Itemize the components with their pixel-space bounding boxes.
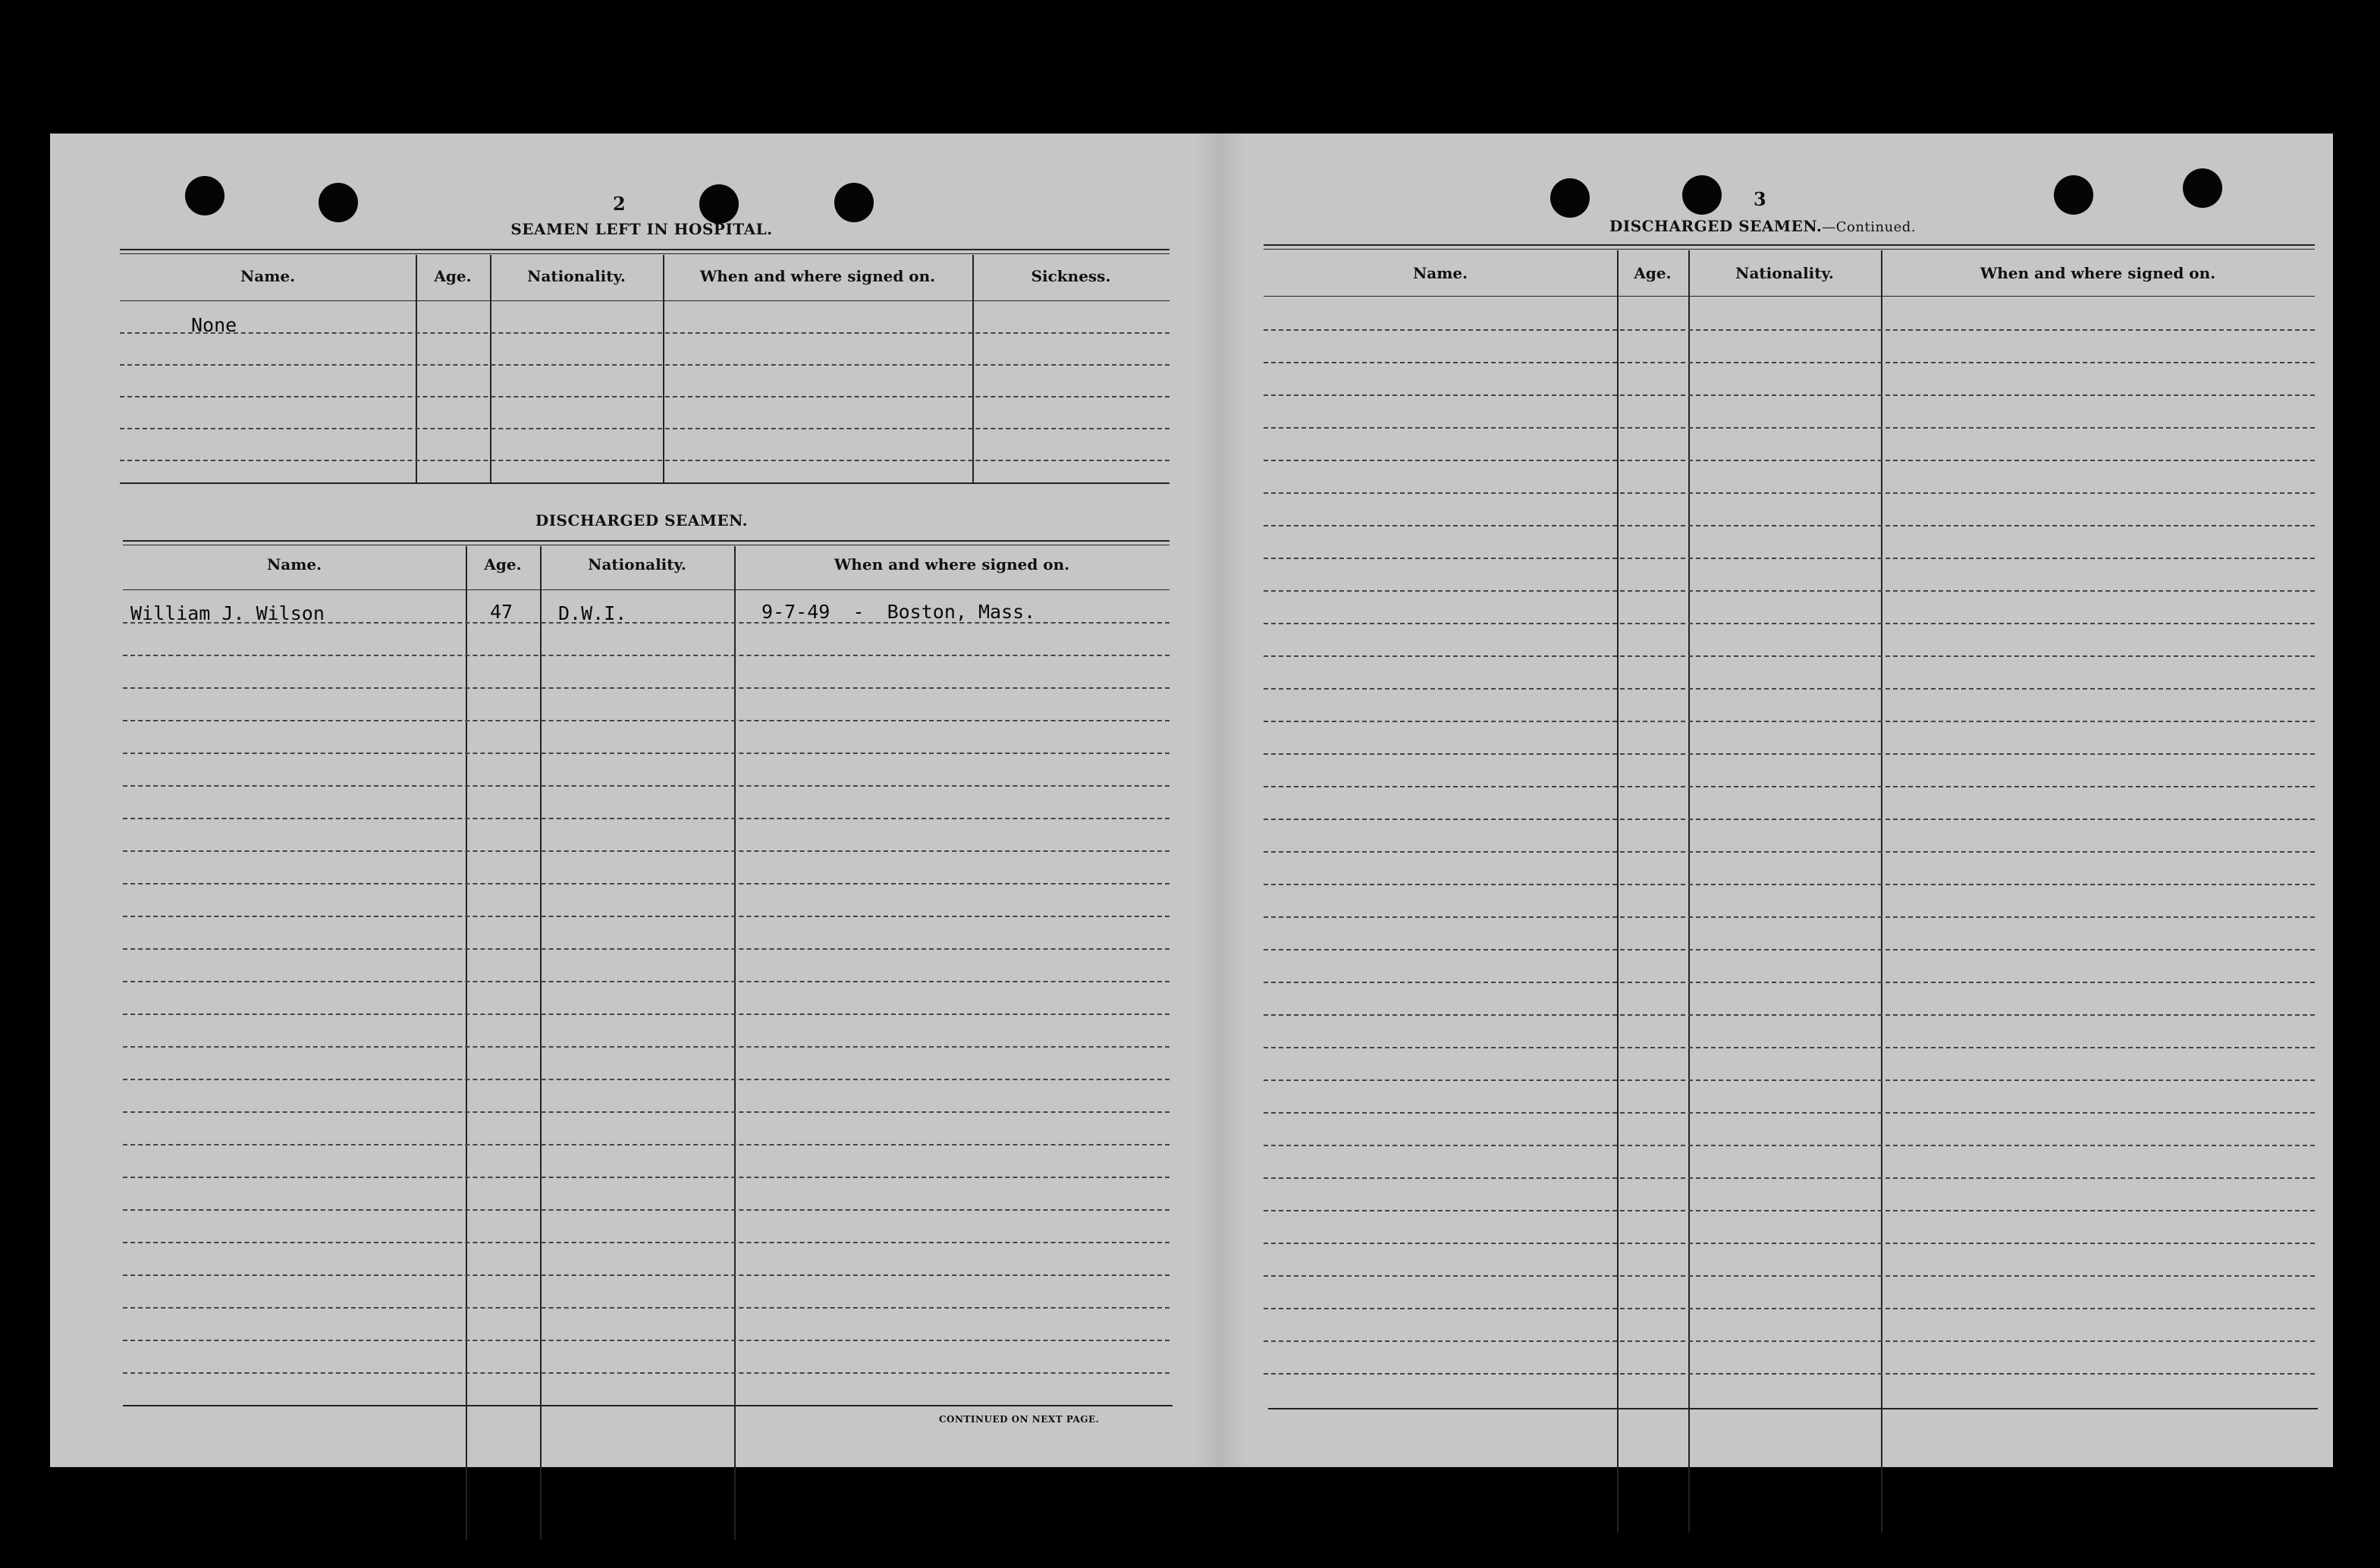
- hospital-entry-none: None: [191, 314, 237, 336]
- row-line: [123, 622, 1170, 624]
- row-line: [1264, 558, 2315, 559]
- row-line: [1264, 1014, 2315, 1016]
- seaman-signed-on: 9-7-49 - Boston, Mass.: [761, 601, 1036, 623]
- hospital-col-divider: [663, 255, 664, 482]
- row-line: [1264, 1047, 2315, 1048]
- row-line: [1264, 851, 2315, 853]
- punch-hole: [699, 184, 739, 224]
- row-line: [1264, 590, 2315, 592]
- row-line: [123, 981, 1170, 982]
- row-line: [1264, 1373, 2315, 1375]
- discharged-top-rule: [123, 540, 1170, 542]
- row-line: [123, 1242, 1170, 1243]
- discharged-bottom-rule: [123, 1405, 1173, 1406]
- row-line: [123, 720, 1170, 721]
- punch-hole: [834, 183, 874, 222]
- hospital-row-line: [120, 364, 1170, 366]
- right-title-text: DISCHARGED SEAMEN.: [1609, 217, 1823, 235]
- punch-hole: [2183, 168, 2222, 208]
- hospital-top-rule: [120, 249, 1170, 250]
- right-header-nationality: Nationality.: [1735, 264, 1834, 282]
- seaman-name: William J. Wilson: [130, 602, 325, 624]
- punch-hole: [1682, 175, 1722, 215]
- right-header-rule: [1264, 296, 2315, 297]
- right-title-suffix: —Continued.: [1822, 219, 1917, 235]
- discharged-col-divider: [540, 546, 542, 1540]
- discharged-header-nationality: Nationality.: [588, 555, 686, 573]
- row-line: [123, 1340, 1170, 1341]
- discharged-header-name: Name.: [266, 555, 322, 573]
- punch-hole: [319, 183, 358, 222]
- row-line: [1264, 753, 2315, 755]
- row-line: [123, 916, 1170, 917]
- right-top-rule-2: [1264, 249, 2315, 250]
- hospital-header-nationality: Nationality.: [527, 267, 626, 285]
- row-line: [123, 785, 1170, 787]
- right-top-rule: [1264, 244, 2315, 246]
- row-line: [1264, 362, 2315, 363]
- hospital-col-divider: [490, 255, 491, 482]
- row-line: [123, 818, 1170, 819]
- row-line: [123, 655, 1170, 656]
- row-line: [1264, 1243, 2315, 1244]
- row-line: [1264, 1210, 2315, 1211]
- punch-hole: [2054, 175, 2093, 215]
- hospital-col-divider: [972, 255, 974, 482]
- row-line: [123, 883, 1170, 885]
- center-fold: [1194, 134, 1247, 1467]
- row-line: [1264, 819, 2315, 820]
- row-line: [1264, 916, 2315, 918]
- row-line: [1264, 1340, 2315, 1342]
- row-line: [123, 687, 1170, 689]
- row-line: [1264, 1145, 2315, 1146]
- row-line: [123, 1307, 1170, 1309]
- discharged-section-title: DISCHARGED SEAMEN.: [535, 511, 749, 529]
- right-bottom-rule: [1268, 1408, 2318, 1409]
- hospital-header-signed-on: When and where signed on.: [699, 267, 936, 285]
- row-line: [1264, 949, 2315, 951]
- row-line: [123, 1274, 1170, 1276]
- row-line: [123, 1111, 1170, 1113]
- page-number-right: 3: [1754, 188, 1766, 210]
- discharged-col-divider: [734, 546, 736, 1540]
- hospital-row-line: [120, 428, 1170, 429]
- right-header-name: Name.: [1412, 264, 1468, 282]
- row-line: [123, 1144, 1170, 1145]
- discharged-header-rule: [123, 589, 1170, 590]
- hospital-row-line: [120, 460, 1170, 461]
- row-line: [1264, 884, 2315, 885]
- row-line: [1264, 525, 2315, 526]
- row-line: [1264, 1275, 2315, 1277]
- row-line: [123, 1046, 1170, 1048]
- row-line: [1264, 982, 2315, 983]
- hospital-top-rule-2: [120, 253, 1170, 254]
- row-line: [123, 850, 1170, 852]
- row-line: [1264, 1112, 2315, 1114]
- discharged-col-divider: [466, 546, 467, 1540]
- row-line: [1264, 786, 2315, 787]
- page-number-left: 2: [613, 193, 626, 215]
- row-line: [1264, 688, 2315, 690]
- hospital-header-sickness: Sickness.: [1031, 267, 1111, 285]
- hospital-header-age: Age.: [434, 267, 472, 285]
- right-header-age: Age.: [1634, 264, 1672, 282]
- row-line: [1264, 1079, 2315, 1081]
- row-line: [1264, 1177, 2315, 1179]
- row-line: [1264, 460, 2315, 461]
- row-line: [1264, 623, 2315, 624]
- continued-note: CONTINUED ON NEXT PAGE.: [939, 1414, 1100, 1425]
- seaman-age: 47: [490, 601, 513, 623]
- hospital-row-line: [120, 332, 1170, 334]
- row-line: [123, 948, 1170, 950]
- row-line: [1264, 1308, 2315, 1309]
- right-header-signed-on: When and where signed on.: [1980, 264, 2216, 282]
- row-line: [1264, 394, 2315, 396]
- right-section-title: [1609, 217, 1916, 235]
- row-line: [123, 1177, 1170, 1178]
- seaman-nationality: D.W.I.: [558, 602, 627, 624]
- discharged-header-signed-on: When and where signed on.: [834, 555, 1070, 573]
- row-line: [123, 1209, 1170, 1211]
- hospital-section-title: SEAMEN LEFT IN HOSPITAL.: [510, 220, 773, 238]
- row-line: [1264, 492, 2315, 494]
- hospital-col-divider: [416, 255, 417, 482]
- row-line: [1264, 721, 2315, 722]
- hospital-bottom-rule: [120, 482, 1170, 484]
- row-line: [123, 1079, 1170, 1080]
- row-line: [1264, 329, 2315, 331]
- punch-hole: [1550, 178, 1590, 218]
- hospital-header-rule: [120, 300, 1170, 301]
- row-line: [123, 753, 1170, 754]
- discharged-header-age: Age.: [484, 555, 522, 573]
- document-sheet: [50, 134, 2333, 1467]
- row-line: [1264, 427, 2315, 429]
- hospital-header-name: Name.: [240, 267, 296, 285]
- hospital-row-line: [120, 396, 1170, 397]
- row-line: [1264, 655, 2315, 657]
- punch-hole: [185, 176, 224, 215]
- row-line: [123, 1013, 1170, 1015]
- row-line: [123, 1372, 1170, 1374]
